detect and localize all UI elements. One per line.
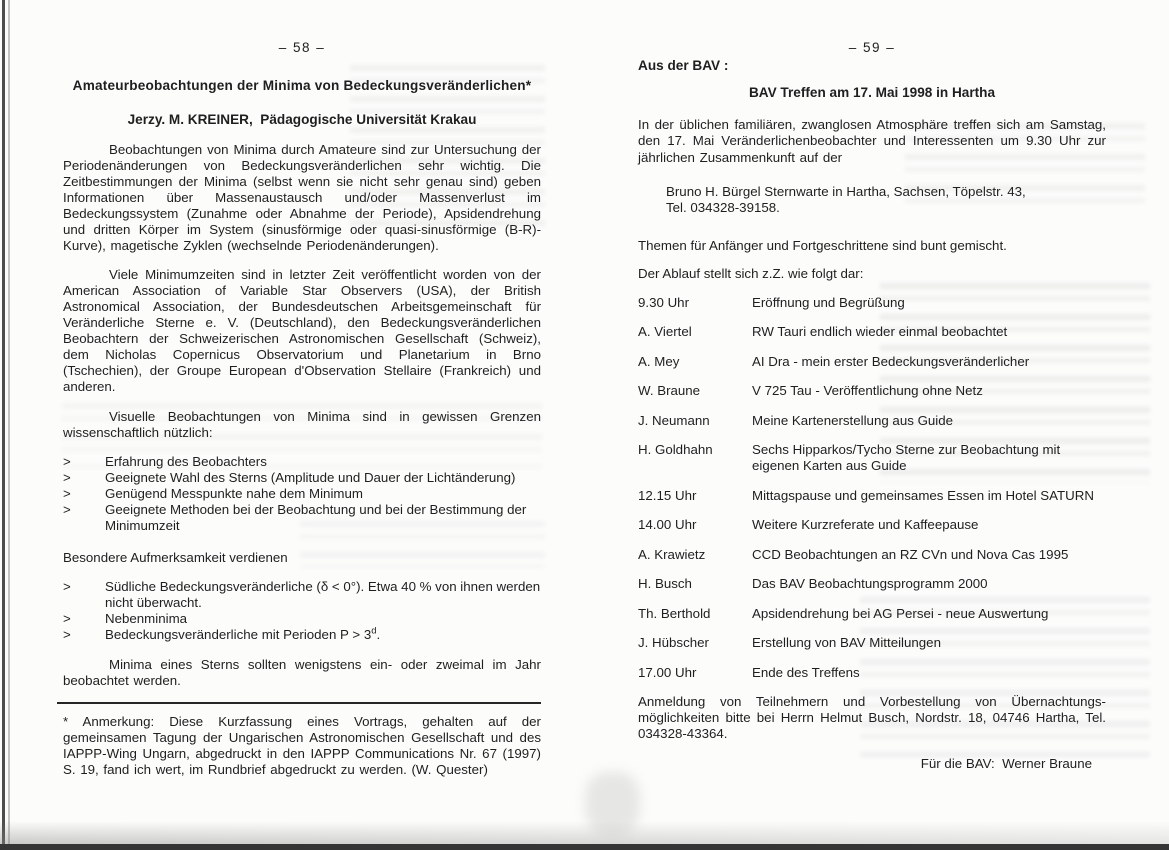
agenda-topic: Meine Kartenerstellung aus Guide bbox=[752, 412, 954, 428]
agenda-topic: Weitere Kurzreferate und Kaffeepause bbox=[752, 517, 979, 533]
agenda-topic: Erstellung von BAV Mitteilungen bbox=[752, 635, 941, 651]
agenda-row bbox=[638, 383, 1106, 399]
agenda-speaker: A. Krawietz bbox=[638, 546, 706, 562]
article-author: Jerzy. M. KREINER, Pädagogische Universität Krakau bbox=[127, 112, 477, 127]
bottom-scan-line bbox=[0, 844, 1169, 850]
agenda-speaker: W. Braune bbox=[638, 383, 701, 399]
body-paragraph-1: Beobachtungen von Minima durch Amateure sind zur Untersuchung der Periodenänderungen von Bedeckungsveränderlichen sehr wichtig. Die Zeitbestimmungen der Minima (selbst wenn sie nicht sehr genau sind) geben Informationen über Massenaustausch und/oder Massenverlust im Bedeckungssystem (Zunahme oder Abnahme der Periode), Apsidendrehung und dritten Körper im System (sinusförmige oder quasi-sinusförmige (B-R)-Kurve), magetische Zyklen (wechselnde Periodenänderungen). bbox=[63, 142, 541, 253]
agenda-row bbox=[638, 635, 1106, 651]
agenda-topic: Das BAV Beobachtungsprogramm 2000 bbox=[752, 576, 988, 592]
superscript-d: d bbox=[371, 625, 377, 637]
agenda-list bbox=[638, 295, 1106, 681]
page-number-58: – 58 – bbox=[278, 40, 326, 55]
agenda-speaker: 12.15 Uhr bbox=[638, 487, 697, 503]
section-label: Aus der BAV : bbox=[638, 58, 729, 73]
body-paragraph-3: Visuelle Beobachtungen von Minima sind in gewissen Grenzen wissenschaftlich nützlich: bbox=[63, 408, 541, 440]
agenda-speaker: H. Goldhahn bbox=[638, 442, 713, 458]
bullet-marker: > bbox=[63, 578, 71, 594]
agenda-speaker: H. Busch bbox=[638, 576, 692, 592]
venue-address bbox=[666, 184, 1106, 216]
bullet-marker: > bbox=[63, 626, 71, 642]
bullet-text-pre: Bedeckungsveränderliche mit Perioden P > 3 bbox=[105, 626, 372, 642]
bullet-marker: > bbox=[63, 453, 71, 469]
bullet-marker: > bbox=[63, 501, 71, 517]
intro-paragraph: In der üblichen familiären, zwanglosen Atmosphäre treffen sich am Samstag, den 17. Mai Veränderlichenbeobachter und Interessenten um 9.30 Uhr zur jährlichen Zusammenkunft auf der bbox=[638, 117, 1106, 165]
bullet-marker: > bbox=[63, 485, 71, 501]
page-number-59: – 59 – bbox=[848, 40, 896, 55]
bullet-row bbox=[63, 579, 541, 611]
agenda-row bbox=[638, 606, 1106, 622]
bullet-text: Genügend Messpunkte nahe dem Minimum bbox=[105, 485, 363, 501]
agenda-topic: CCD Beobachtungen an RZ CVn und Nova Cas 1995 bbox=[752, 546, 1069, 562]
agenda-topic: V 725 Tau - Veröffentlichung ohne Netz bbox=[752, 383, 983, 399]
page-58 bbox=[63, 40, 541, 791]
venue-address-line1: Bruno H. Bürgel Sternwarte in Hartha, Sachsen, Töpelstr. 43, bbox=[666, 183, 1026, 199]
registration-paragraph: Anmeldung von Teilnehmern und Vorbestellung von Übernachtungs-möglichkeiten bitte bei Herrn Helmut Busch, Nordstr. 18, 04746 Hartha, Tel. 034328-43364. bbox=[638, 694, 1106, 742]
bullet-text bbox=[105, 627, 541, 643]
bullet-text: Erfahrung des Beobachters bbox=[105, 453, 267, 469]
body-paragraph-2: Viele Minimumzeiten sind in letzter Zeit veröffentlicht worden von der American Association of Variable Star Observers (USA), der British Astronomical Association, der Bundesdeutschen Arbeitsgemeinschaft für Veränderliche Sterne e. V. (Deutschland), den Bedeckungsveränderlichen Beobachtern der Schweizerischen Astronomischen Gesellschaft (Schweiz), dem Nicholas Copernicus Observatorium und Planetarium in Brno (Tschechien), der Groupe European d'Observation Stellaire (Frankreich) und anderen. bbox=[63, 267, 541, 395]
agenda-topic: AI Dra - mein erster Bedeckungsveränderlicher bbox=[752, 353, 1030, 369]
agenda-speaker: A. Viertel bbox=[638, 324, 692, 340]
scan-edge-line-dark bbox=[2, 0, 5, 850]
themes-line: Themen für Anfänger und Fortgeschrittene sind bunt gemischt. bbox=[638, 237, 1007, 253]
bullet-row bbox=[63, 627, 541, 643]
bullet-row bbox=[63, 502, 541, 534]
agenda-row bbox=[638, 324, 1106, 340]
bullet-text: Geeignete Methoden bei der Beobachtung und bei der Bestimmung der Minimumzeit bbox=[105, 501, 527, 533]
bullet-marker: > bbox=[63, 610, 71, 626]
agenda-topic: Apsidendrehung bei AG Persei - neue Auswertung bbox=[752, 605, 1049, 621]
bullet-row bbox=[63, 486, 541, 502]
closing-paragraph: Minima eines Sterns sollten wenigstens ein- oder zweimal im Jahr beobachtet werden. bbox=[63, 656, 541, 688]
bullet-row bbox=[63, 470, 541, 486]
footnote-rule bbox=[57, 702, 541, 704]
agenda-row bbox=[638, 547, 1106, 563]
bullet-marker: > bbox=[63, 469, 71, 485]
agenda-row bbox=[638, 442, 1106, 474]
agenda-speaker: 14.00 Uhr bbox=[638, 517, 697, 533]
bottom-shadow-fade bbox=[0, 821, 1169, 845]
bullet-list-attention bbox=[63, 579, 541, 643]
bullet-text: Geeignete Wahl des Sterns (Amplitude und Dauer der Lichtänderung) bbox=[105, 469, 516, 485]
agenda-speaker: J. Neumann bbox=[638, 412, 710, 428]
bullet-list-criteria bbox=[63, 454, 541, 534]
agenda-topic: Ende des Treffens bbox=[752, 664, 860, 680]
bullet-row bbox=[63, 611, 541, 627]
agenda-row bbox=[638, 665, 1106, 681]
bullet-text: Südliche Bedeckungsveränderliche (δ < 0°). Etwa 40 % von ihnen werden nicht überwacht. bbox=[105, 578, 541, 610]
article-title: Amateurbeobachtungen der Minima von Bedeckungsveränderlichen* bbox=[72, 78, 532, 93]
meeting-title: BAV Treffen am 17. Mai 1998 in Hartha bbox=[748, 85, 996, 100]
scan-edge-line-light bbox=[8, 0, 10, 850]
agenda-speaker: 9.30 Uhr bbox=[638, 294, 689, 310]
agenda-topic: RW Tauri endlich wieder einmal beobachtet bbox=[752, 324, 1008, 340]
bullet-text-post: . bbox=[376, 626, 381, 642]
agenda-topic: Sechs Hipparkos/Tycho Sterne zur Beobachtung mit eigenen Karten aus Guide bbox=[752, 442, 1061, 474]
bullet-row bbox=[63, 454, 541, 470]
gutter-smudge bbox=[585, 772, 640, 834]
agenda-row bbox=[638, 295, 1106, 311]
agenda-row bbox=[638, 413, 1106, 429]
signature-line: Für die BAV: Werner Braune bbox=[920, 755, 1092, 771]
agenda-row bbox=[638, 576, 1106, 592]
agenda-row bbox=[638, 517, 1106, 533]
bullet-text: Nebenminima bbox=[105, 610, 188, 626]
footnote-text: * Anmerkung: Diese Kurzfassung eines Vortrags, gehalten auf der gemeinsamen Tagung der Ungarischen Astronomischen Gesellschaft und des IAPPP-Wing Ungarn, abgedruckt in den IAPPP Communications Nr. 67 (1997) S. 19, fand ich wert, im Rundbrief abgedruckt zu werden. (W. Quester) bbox=[63, 714, 541, 777]
agenda-speaker: J. Hübscher bbox=[638, 635, 709, 651]
agenda-row bbox=[638, 488, 1106, 504]
agenda-intro: Der Ablauf stellt sich z.Z. wie folgt dar: bbox=[638, 265, 864, 281]
agenda-topic: Eröffnung und Begrüßung bbox=[752, 294, 905, 310]
agenda-speaker: 17.00 Uhr bbox=[638, 664, 697, 680]
agenda-speaker: Th. Berthold bbox=[638, 605, 711, 621]
page-59 bbox=[638, 40, 1106, 772]
venue-address-line2: Tel. 034328-39158. bbox=[666, 199, 780, 215]
agenda-row bbox=[638, 354, 1106, 370]
agenda-speaker: A. Mey bbox=[638, 353, 680, 369]
agenda-topic: Mittagspause und gemeinsames Essen im Hotel SATURN bbox=[752, 487, 1094, 503]
attention-subhead: Besondere Aufmerksamkeit verdienen bbox=[63, 549, 288, 565]
